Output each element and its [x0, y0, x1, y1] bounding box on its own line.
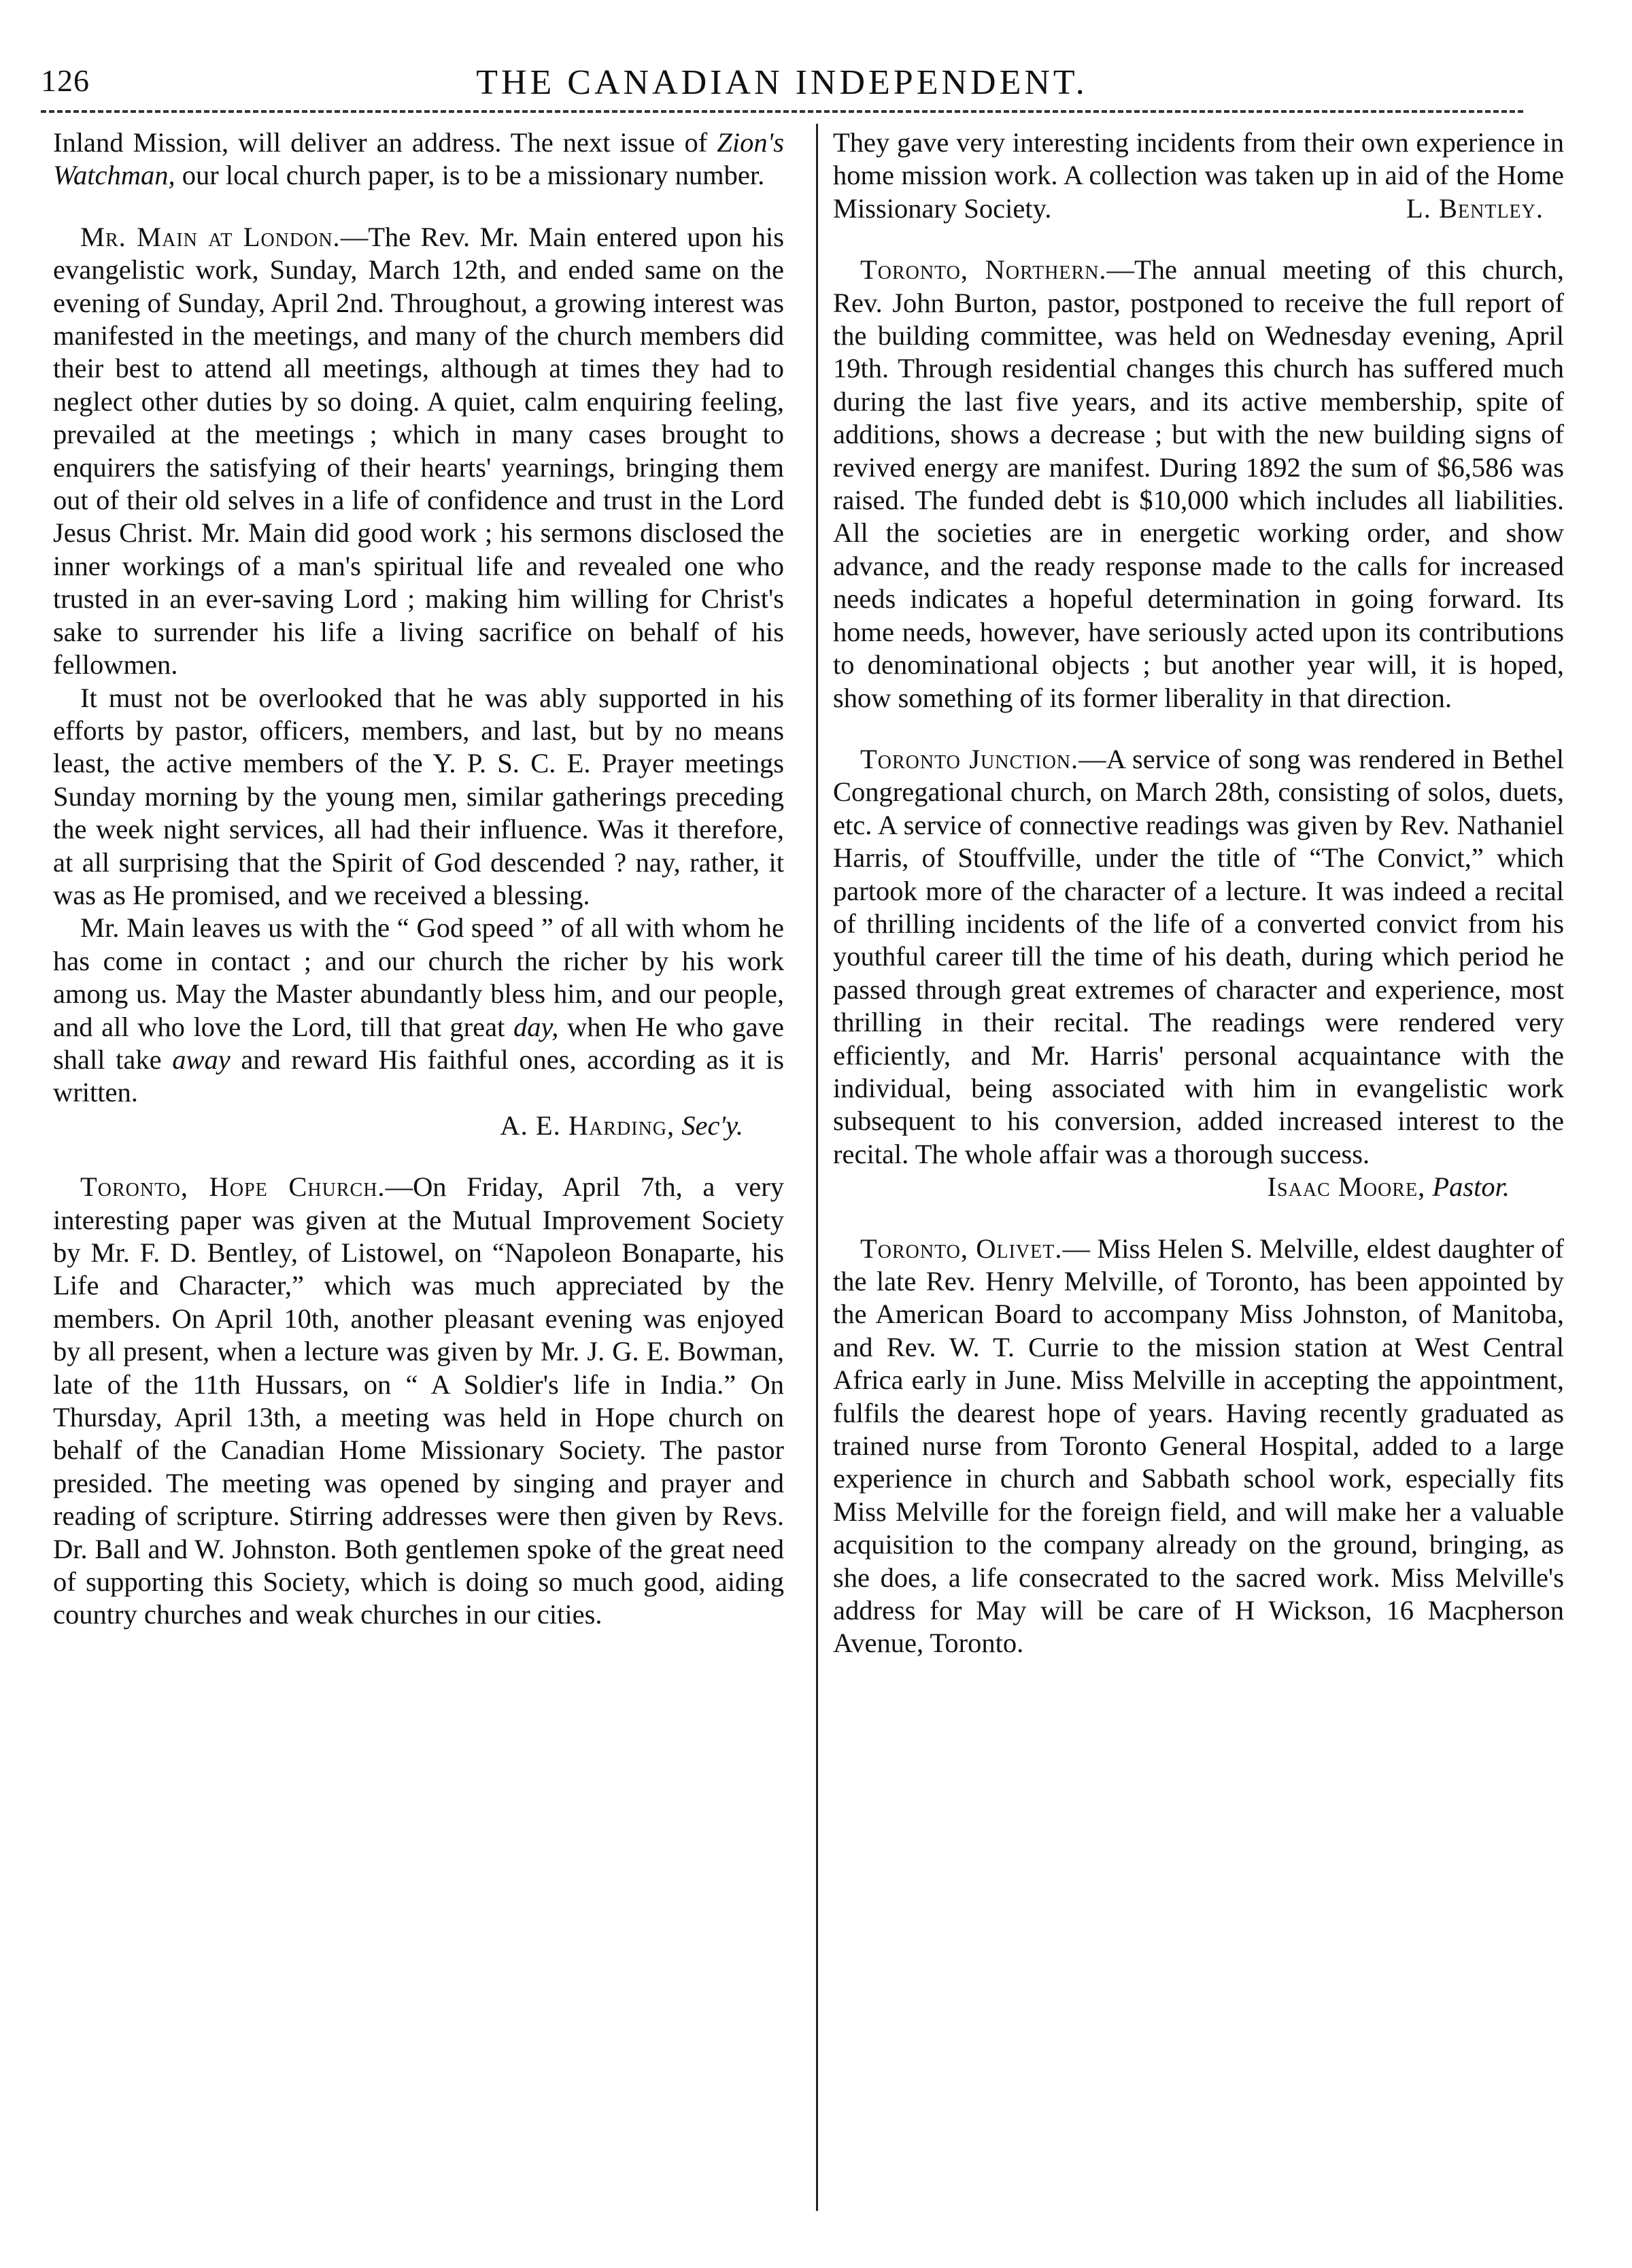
main-at-london-text-1: —The Rev. Mr. Main entered upon his evangelistic work, Sunday, March 12th, and ended same on the evening of Sunday, April 2nd. Throughout, a growing interest was manifested in the meetings, and many of the church members did their best to attend all meetings, although at times they had to neglect other duties by so doing. A quiet, calm enquiring feeling, prevailed at the meetings ; which in many cases brought to enquirers the satisfying of their hearts' yearnings, bringing them out of their old selves in a life of confidence and trust in the Lord Jesus Christ. Mr. Main did good work ; his sermons disclosed the inner workings of a man's spiritual life and revealed one who trusted in an ever-saving Lord ; making him willing for Christ's sake to surrender his life a living sacrifice on behalf of his fellowmen. — [53, 221, 784, 681]
header-rule — [41, 110, 1523, 113]
main-at-london-text-3c: and reward His faithful ones, according as it is written. — [53, 1044, 784, 1108]
junction-paragraph — [833, 743, 1564, 1171]
moore-role: Pastor. — [1432, 1171, 1510, 1203]
main-at-london-heading: Mr. Main at London. — [80, 221, 341, 252]
column-divider — [816, 124, 818, 2211]
main-at-london-paragraph-2: It must not be overlooked that he was ably supported in his efforts by pastor, officers, members, and last, but by no means least, the active members of the Y. P. S. C. E. Prayer meetings Sunday morning by the young men, similar gatherings preceding the week night services, all had their influence. Was it therefore, at all surprising that the Spirit of God descended ? nay, rather, it was as He promised, and we received a blessing. — [53, 682, 784, 910]
main-at-london-em-away: away — [172, 1044, 231, 1075]
harding-signature — [53, 1110, 784, 1142]
zions-watchman-title: Zion's Watchman, — [53, 127, 784, 191]
olivet-heading: Toronto, Olivet. — [860, 1233, 1063, 1264]
continued-paragraph — [833, 126, 1564, 225]
intro-paragraph — [53, 126, 784, 192]
olivet-paragraph — [833, 1233, 1564, 1660]
main-at-london-em-day: day, — [513, 1011, 559, 1042]
intro-text-b: our local church paper, is to be a missionary number. — [175, 160, 765, 191]
main-at-london-paragraph-3 — [53, 912, 784, 1109]
northern-heading: Toronto, Northern. — [860, 254, 1107, 286]
harding-name: A. E. Harding, — [500, 1110, 675, 1141]
moore-signature — [833, 1171, 1564, 1203]
northern-text: —The annual meeting of this church, Rev. John Burton, pastor, postponed to receive the full report of the building committee, was held on Wednesday evening, April 19th. Through residential changes this church has suffered much during the last five years, and its active membership, spite of additions, shows a decrease ; but with the new building signs of revived energy are manifest. During 1892 the sum of $6,586 was raised. The funded debt is $10,000 which includes all liabilities. All the societies are in energetic working order, and show advance, and the ready response made to the calls for increased needs indicates a hopeful determination in going forward. Its home needs, however, have seriously acted upon its contributions to denominational objects ; but another year will, it is hoped, show something of its former liberality in that direction. — [833, 254, 1564, 713]
right-column — [833, 126, 1564, 1660]
main-at-london-text-3a: Mr. Main leaves us with the “ God speed ” of all with whom he has come in contact ; and our church the richer by his work among us. May the Master abundantly bless him, and our people, and all who love the Lord, till that great — [53, 912, 784, 1042]
intro-text-a: Inland Mission, will deliver an address. The next issue of — [53, 127, 717, 158]
hope-church-heading: Toronto, Hope Church. — [80, 1171, 386, 1203]
harding-role: Sec'y. — [681, 1110, 743, 1141]
olivet-text: — Miss Helen S. Melville, eldest daughter of the late Rev. Henry Melville, of Toronto, has been appointed by the American Board to accompany Miss Johnston, of Manitoba, and Rev. W. T. Currie to the mission station at West Central Africa early in June. Miss Melville in accepting the appointment, fulfils the dearest hope of years. Having recently graduated as trained nurse from Toronto General Hospital, added to a large experience in church and Sabbath school work, especially fits Miss Melville for the foreign field, and will make her a valuable acquisition to the company already on the ground, bringing, as she does, a life consecrated to the sacred work. Miss Melville's address for May will be care of H Wickson, 16 Macpherson Avenue, Toronto. — [833, 1233, 1564, 1659]
moore-name: Isaac Moore, — [1267, 1171, 1426, 1203]
junction-heading: Toronto Junction. — [860, 743, 1079, 774]
hope-church-text: —On Friday, April 7th, a very interesting paper was given at the Mutual Improvement Society by Mr. F. D. Bentley, of Listowel, on “Napoleon Bonaparte, his Life and Character,” which was much appreciated by the members. On April 10th, another pleasant evening was enjoyed by all present, when a lecture was given by Mr. J. G. E. Bowman, late of the 11th Hussars, on “ A Soldier's life in India.” On Thursday, April 13th, a meeting was held in Hope church on behalf of the Canadian Home Missionary Society. The pastor presided. The meeting was opened by singing and prayer and reading of scripture. Stirring addresses were then given by Revs. Dr. Ball and W. Johnston. Both gentlemen spoke of the great need of supporting this Society, which is doing so much good, aiding country churches and weak churches in our cities. — [53, 1171, 784, 1630]
hope-church-paragraph — [53, 1171, 784, 1632]
page-header — [41, 63, 1523, 110]
continued-text: They gave very interesting incidents from their own experience in home mission work. A collection was taken up in aid of the Home Missionary Society. — [833, 127, 1564, 224]
junction-text: —A service of song was rendered in Bethel Congregational church, on March 28th, consisting of solos, duets, etc. A service of connective readings was given by Rev. Nathaniel Harris, of Stouffville, under the title of “The Convict,” which partook more of the character of a lecture. It was indeed a recital of thrilling incidents of the life of a converted convict from his youthful career till the time of his death, during which period he passed through great extremes of character and experience, most thrilling in their recital. The readings were rendered very efficiently, and Mr. Harris' personal acquaintance with the individual, being associated with him in evangelistic work subsequent to his conversion, added increased interest to the recital. The whole affair was a thorough success. — [833, 743, 1564, 1169]
page-number: 126 — [41, 63, 90, 98]
journal-title: THE CANADIAN INDEPENDENT. — [476, 63, 1088, 102]
main-at-london-paragraph-1 — [53, 221, 784, 682]
main-at-london-text-3b: when He who gave shall take — [53, 1011, 784, 1075]
bentley-signature: L. Bentley. — [1406, 192, 1544, 224]
northern-paragraph — [833, 254, 1564, 715]
left-column — [53, 126, 784, 1632]
